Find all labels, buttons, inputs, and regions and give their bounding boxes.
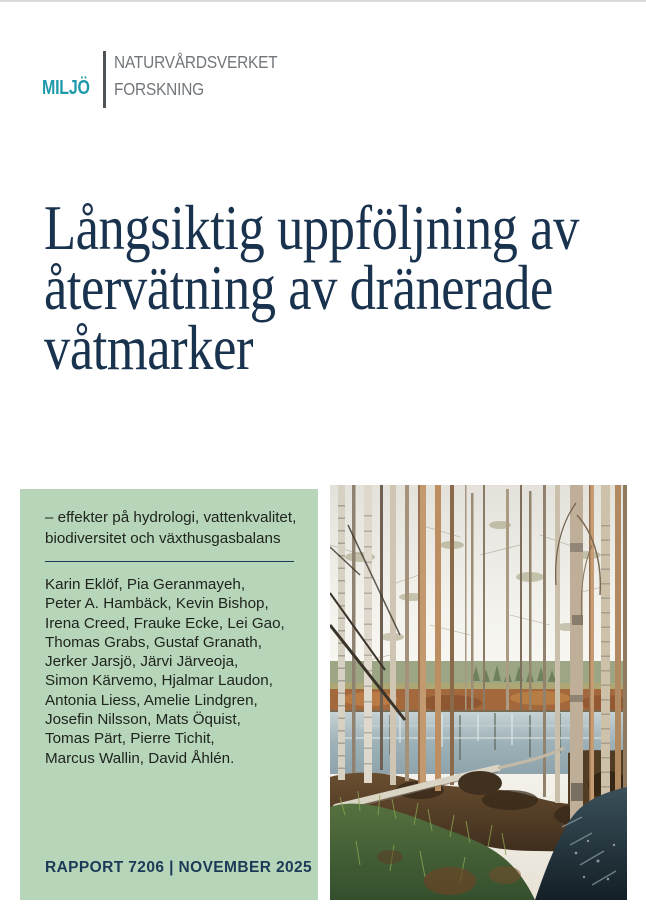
info-panel (20, 489, 318, 900)
wetland-forest-illustration (330, 485, 627, 900)
author-line: Antonia Liess, Amelie Lindgren, (45, 691, 258, 709)
author-line: Peter A. Hambäck, Kevin Bishop, (45, 595, 269, 613)
report-title-line: Långsiktig uppföljning av (44, 192, 579, 263)
author-line: Josefin Nilsson, Mats Öquist, (45, 711, 241, 729)
cover-photo (330, 485, 627, 900)
logo-org-line2: FORSKNING (114, 79, 204, 99)
author-line: Jerker Jarsjö, Järvi Järveoja, (45, 653, 239, 671)
panel-divider-line (45, 561, 294, 562)
report-subtitle-line: – effekter på hydrologi, vattenkvalitet, (45, 509, 297, 526)
left-trunks (338, 485, 454, 791)
logo-org (114, 49, 277, 103)
logo-org-line1: NATURVÅRDSVERKET (114, 52, 278, 72)
report-subtitle-line: biodiversitet och växthusgasbalans (45, 529, 281, 547)
report-number-date: RAPPORT 7206 | NOVEMBER 2025 (45, 859, 313, 876)
author-line: Thomas Grabs, Gustaf Granath, (45, 633, 262, 651)
author-line: Marcus Wallin, David Åhlén. (45, 749, 235, 767)
report-title-line: återvätning av dränerade (44, 252, 553, 323)
author-line: Tomas Pärt, Pierre Tichit, (45, 730, 215, 748)
logo-divider (103, 51, 106, 108)
author-line: Irena Creed, Frauke Ecke, Lei Gao, (45, 614, 285, 632)
author-line: Karin Eklöf, Pia Geranmayeh, (45, 576, 246, 593)
author-line: Simon Kärvemo, Hjalmar Laudon, (45, 672, 273, 690)
report-title-line: våtmarker (44, 312, 254, 383)
report-subtitle (45, 508, 304, 549)
report-title (44, 192, 646, 383)
author-list (45, 575, 304, 768)
logo-brand-miljo: MILJÖ (42, 77, 90, 99)
info-panel-content (20, 489, 318, 768)
